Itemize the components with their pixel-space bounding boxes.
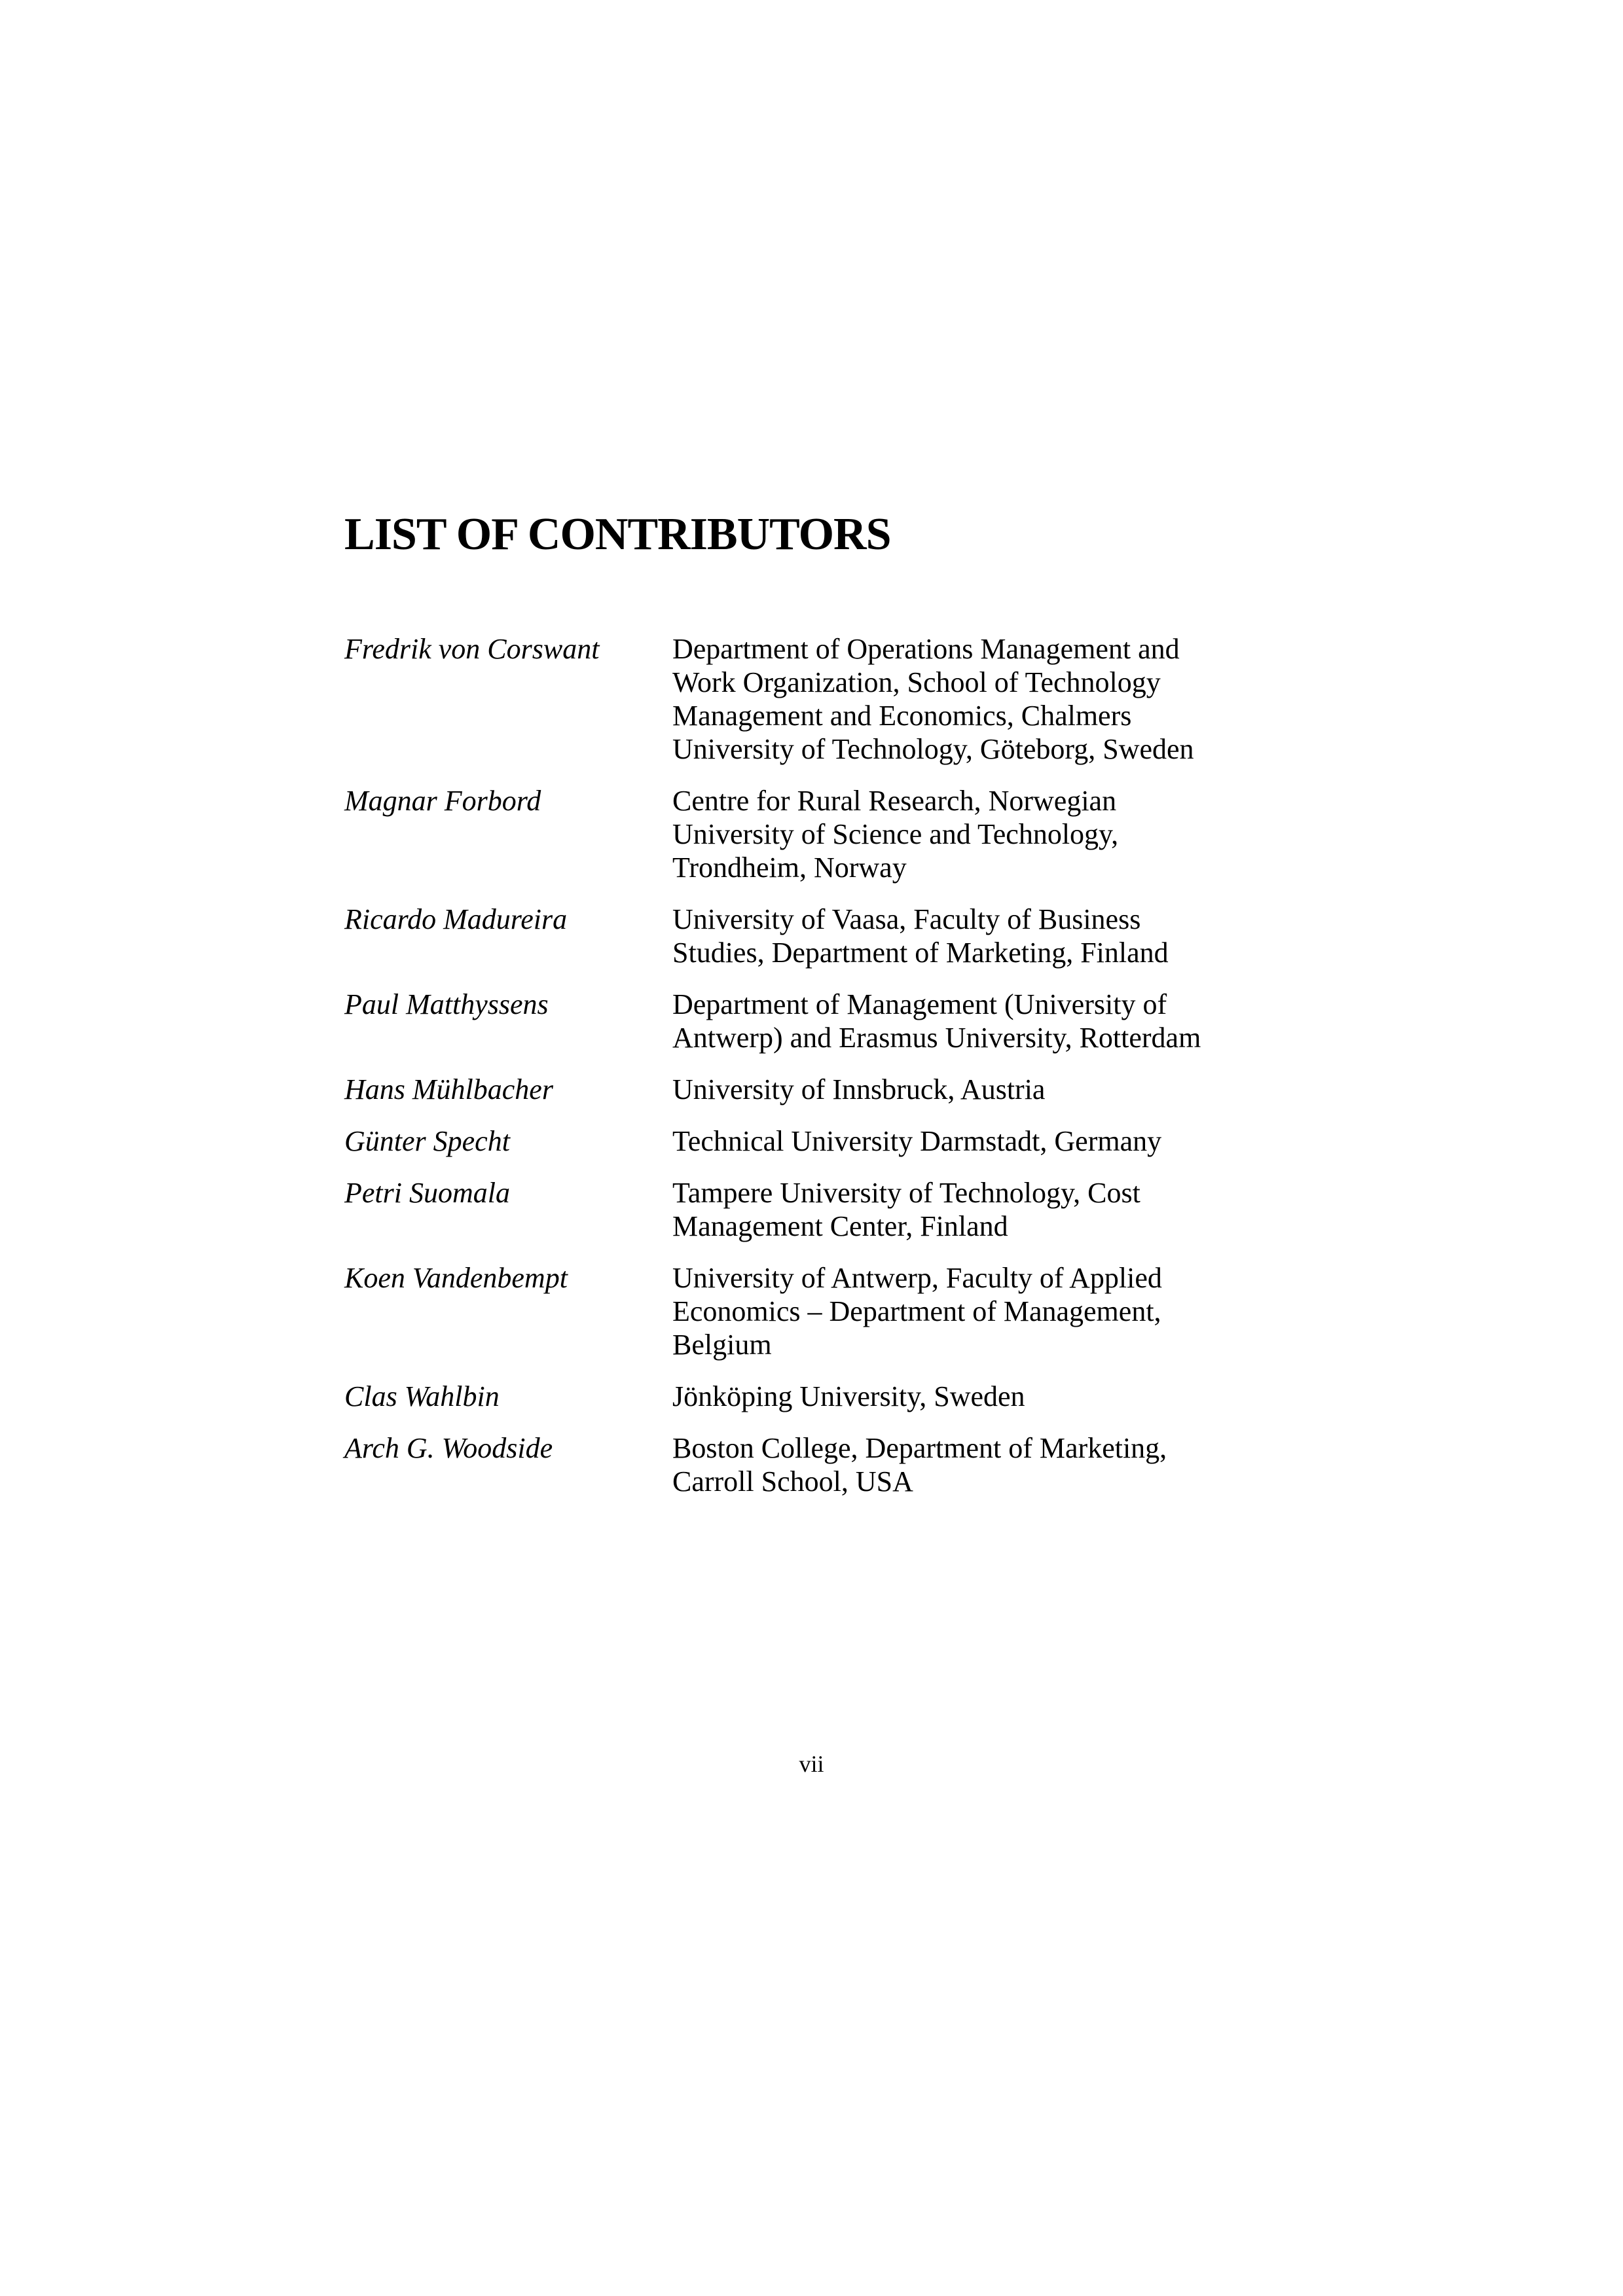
contributor-entry <box>344 988 1300 1054</box>
affiliation-line: Trondheim, Norway <box>672 852 907 884</box>
contributor-entry <box>344 1176 1300 1243</box>
affiliation-line: Centre for Rural Research, Norwegian <box>672 785 1117 817</box>
affiliation-line: Boston College, Department of Marketing, <box>672 1432 1167 1464</box>
contributor-affiliation <box>672 632 1300 766</box>
affiliation-line: Antwerp) and Erasmus University, Rotterdam <box>672 1022 1201 1054</box>
contributor-affiliation <box>672 1124 1300 1158</box>
affiliation-line: University of Antwerp, Faculty of Applied <box>672 1262 1162 1294</box>
contributor-entry <box>344 1431 1300 1498</box>
contributor-entry <box>344 1380 1300 1413</box>
contributor-affiliation <box>672 1261 1300 1361</box>
affiliation-line: Jönköping University, Sweden <box>672 1380 1025 1412</box>
contributor-name: Petri Suomala <box>344 1177 510 1209</box>
affiliation-line: Studies, Department of Marketing, Finland <box>672 937 1169 969</box>
contributor-list <box>344 632 1300 1516</box>
contributor-name: Magnar Forbord <box>344 785 541 817</box>
contributor-entry <box>344 903 1300 969</box>
contributor-affiliation <box>672 784 1300 884</box>
affiliation-line: University of Science and Technology, <box>672 818 1119 850</box>
affiliation-line: Management Center, Finland <box>672 1210 1008 1242</box>
affiliation-line: Tampere University of Technology, Cost <box>672 1177 1140 1209</box>
contributor-affiliation <box>672 1380 1300 1413</box>
affiliation-line: Belgium <box>672 1329 772 1361</box>
affiliation-line: University of Vaasa, Faculty of Business <box>672 903 1141 935</box>
contributor-affiliation <box>672 988 1300 1054</box>
contributor-entry <box>344 1261 1300 1361</box>
contributor-name: Paul Matthyssens <box>344 988 549 1020</box>
contributor-entry <box>344 632 1300 766</box>
contributor-affiliation <box>672 903 1300 969</box>
affiliation-line: Department of Management (University of <box>672 988 1167 1020</box>
contributor-name: Ricardo Madureira <box>344 903 568 935</box>
contributor-entry <box>344 784 1300 884</box>
contributor-name: Clas Wahlbin <box>344 1380 500 1412</box>
contributor-name: Günter Specht <box>344 1125 510 1157</box>
affiliation-line: Management and Economics, Chalmers <box>672 700 1132 732</box>
contributor-name: Fredrik von Corswant <box>344 633 600 665</box>
affiliation-line: Economics – Department of Management, <box>672 1295 1161 1327</box>
contributor-name: Arch G. Woodside <box>344 1432 553 1464</box>
contributor-affiliation <box>672 1176 1300 1243</box>
contributor-affiliation <box>672 1073 1300 1106</box>
affiliation-line: University of Technology, Göteborg, Sweden <box>672 733 1194 765</box>
affiliation-line: University of Innsbruck, Austria <box>672 1073 1046 1105</box>
affiliation-line: Carroll School, USA <box>672 1465 913 1498</box>
affiliation-line: Work Organization, School of Technology <box>672 666 1161 698</box>
page-title: LIST OF CONTRIBUTORS <box>344 509 891 560</box>
contributor-affiliation <box>672 1431 1300 1498</box>
contributor-entry <box>344 1073 1300 1106</box>
affiliation-line: Technical University Darmstadt, Germany <box>672 1125 1162 1157</box>
contributor-entry <box>344 1124 1300 1158</box>
contributor-name: Koen Vandenbempt <box>344 1262 568 1294</box>
contributor-name: Hans Mühlbacher <box>344 1073 553 1105</box>
affiliation-line: Department of Operations Management and <box>672 633 1180 665</box>
page-number: vii <box>799 1751 824 1777</box>
